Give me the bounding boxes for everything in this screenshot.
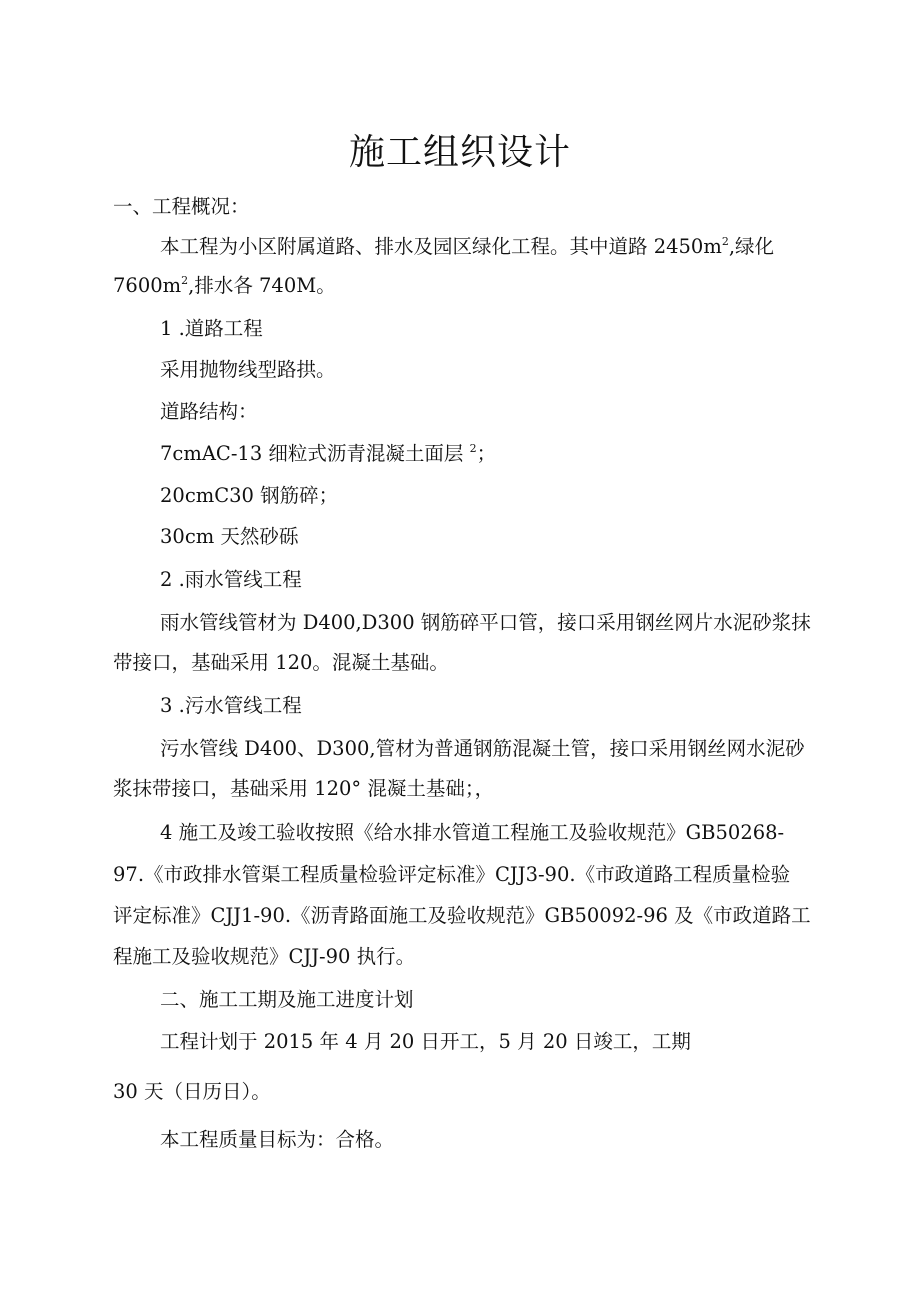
paragraph-line: 30 天（日历日）。 xyxy=(113,1080,271,1103)
text-segment: ,绿化 xyxy=(728,235,775,258)
paragraph-line xyxy=(160,232,774,262)
paragraph-line: 道路结构： xyxy=(160,400,258,423)
subsection-heading-road: 1 .道路工程 xyxy=(160,317,263,340)
section-heading-overview: 一、工程概况： xyxy=(113,195,250,218)
text-segment: 本工程为小区附属道路、排水及园区绿化工程。其中道路 2450m xyxy=(160,235,722,258)
paragraph-line: 雨水管线管材为 D400,D300 钢筋碎平口管，接口采用钢丝网片水泥砂浆抹 xyxy=(160,611,811,634)
page-title: 施工组织设计 xyxy=(348,132,571,173)
text-segment: ,排水各 740M。 xyxy=(188,274,336,297)
paragraph-line: 4 施工及竣工验收按照《给水排水管道工程施工及验收规范》GB50268- xyxy=(160,821,785,844)
superscript: 2 xyxy=(469,442,477,455)
paragraph-line: 97.《市政排水管渠工程质量检验评定标准》CJJ3-90.《市政道路工程质量检验 xyxy=(113,863,791,886)
text-segment: 7600m xyxy=(113,274,182,297)
paragraph-line: 浆抹带接口，基础采用 120° 混凝土基础；， xyxy=(113,777,495,800)
text-segment: 7cmAC-13 细粒式沥青混凝土面层 xyxy=(160,442,470,465)
subsection-heading-sewage: 3 .污水管线工程 xyxy=(160,694,302,717)
text-segment: ； xyxy=(476,442,497,465)
paragraph-line: 程施工及验收规范》CJJ-90 执行。 xyxy=(113,945,416,968)
paragraph-line xyxy=(160,439,496,469)
section-heading-schedule: 二、施工工期及施工进度计划 xyxy=(160,988,414,1011)
paragraph-line: 工程计划于 2015 年 4 月 20 日开工，5 月 20 日竣工，工期 xyxy=(160,1030,691,1053)
subsection-heading-rainwater: 2 .雨水管线工程 xyxy=(160,568,302,591)
paragraph-line xyxy=(113,271,336,301)
paragraph-line: 20cmC30 钢筋碎； xyxy=(160,484,339,507)
paragraph-line: 带接口，基础采用 120。混凝土基础。 xyxy=(113,651,449,674)
paragraph-line: 30cm 天然砂砾 xyxy=(160,525,299,548)
paragraph-line: 本工程质量目标为：合格。 xyxy=(160,1128,395,1151)
paragraph-line: 污水管线 D400、D300,管材为普通钢筋混凝土管，接口采用钢丝网水泥砂 xyxy=(160,737,805,760)
superscript: 2 xyxy=(181,274,189,287)
superscript: 2 xyxy=(721,235,729,248)
paragraph-line: 评定标准》CJJ1-90.《沥青路面施工及验收规范》GB50092-96 及《市政道路工 xyxy=(113,904,811,927)
paragraph-line: 采用抛物线型路拱。 xyxy=(160,358,336,381)
